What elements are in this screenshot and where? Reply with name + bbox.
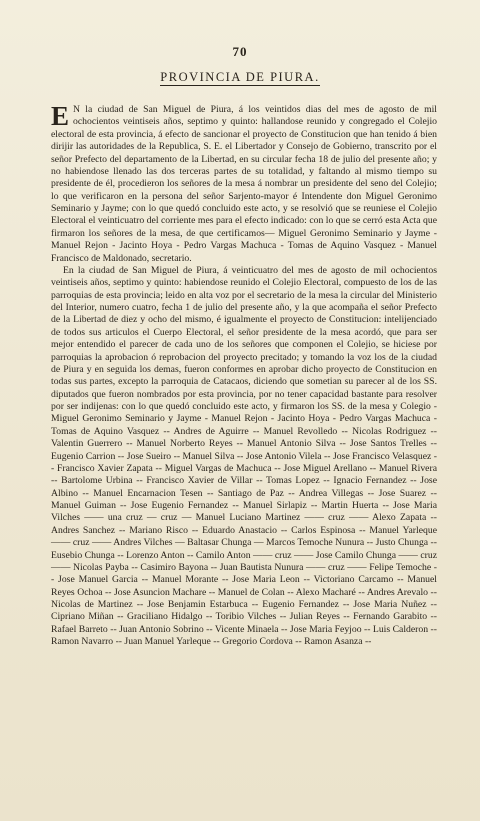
paragraph-1-text: N la ciudad de San Miguel de Piura, á los veintidos dias del mes de agosto de mil ochocientos veintiseis años, septimo y quinto: hallandose reunido y congregado el Colejio electoral de esta provincia, á efecto de sancionar el proyecto de Constitucion que han tenido á bien dirijir las autoridades de la Republica, S. E. el Libertador y Consejo de Gobierno, transcrito por el señor Prefecto del departamento de la Libertad, en su circular fecha 18 de julio del presente año; y no habiendose llenado las dos terceras partes de su totalidad, y faltando al mismo tiempo su presidente de él, procedieron los señores de la mesa á nombrar un presidente del seno del Colejio; lo que verificaron en la persona del señor Sarjento-mayor é Intendente don Miguel Geronimo Seminario y Jayme; con lo que quedó concluido este acto, y se resolvió que se reuniese el Colejio Electoral el veinticuatro del corriente mes para el efecto indicado: con lo que se cerró esta Acta que firmaron los señores de la mesa, de que certificamos— Miguel Geronimo Seminario y Jayme - Manuel Rejon - Jacinto Hoya - Pedro Vargas Machuca - Tomas de Aquino Vasquez - Manuel Francisco de Maldonado, secretario. xyxy=(51,104,437,264)
paragraph-1 xyxy=(51,101,437,265)
page-number: 70 xyxy=(232,44,248,59)
body-text xyxy=(51,101,437,649)
section-title xyxy=(0,70,480,85)
drop-cap: E xyxy=(51,101,70,131)
paragraph-2: En la ciudad de San Miguel de Piura, á veinticuatro del mes de agosto de mil ochocientos veintiseis años, septimo y quinto: habiendose reunido el Colejio Electoral, compuesto de los de las parroquias de esta provincia; leido en alta voz por el secretario de la mesa la circular del Ministerio del Interior, numero cuatro, fecha 1 de julio del presente año, y la que acompaña el señor Prefecto de la Libertad de diez y ocho del mismo, é igualmente el proyecto de Constitucion: intelijenciado de todos sus articulos el Cuerpo Electoral, el señor presidente de la mesa acordó, que para ser mejor entendido el parecer de cada uno de los señores que componen el Colejio, se hiciese por parroquias la aprobacion ó reprobacion del proyecto precitado; y tomando la voz los de la ciudad de Piura y en seguida los demas, fueron conformes en aprobar dicho proyecto de Constitucion en todas sus partes, excepto la parroquia de Catacaos, diciendo que sometian su parecer al de los SS. diputados que fueron nombrados por esta provincia, por no tener capacidad bastante para resolver por ser indijenas: con lo que quedó concluido este acto, y firmaron los SS. de la mesa y Colegio - Miguel Geronimo Seminario y Jayme - Manuel Rejon - Jacinto Hoya - Pedro Vargas Machuca - Tomas de Aquino Vasquez -- Andres de Aguirre -- Manuel Revolledo -- Nicolas Rodriguez -- Valentin Guerrero -- Manuel Norberto Reyes -- Manuel Antonio Silva -- Jose Santos Trelles -- Eugenio Carrion -- Jose Sueiro -- Manuel Silva -- Jose Antonio Vilela -- Jose Francisco Velasquez -- Francisco Xavier Zapata -- Miguel Vargas de Machuca -- Jose Miguel Arellano -- Manuel Rivera -- Bartolome Urbina -- Francisco Xavier de Villar -- Tomas Lopez -- Ignacio Fernandez -- Jose Albino -- Manuel Encarnacion Tesen -- Santiago de Paz -- Andrea Villegas -- Jose Suarez -- Manuel Guiman -- Jose Eugenio Fernandez -- Manuel Sirlapiz -- Martin Huerta -- Jose Maria Vilches —— una cruz — cruz — Manuel Luciano Martinez —— cruz —— Alexo Zapata -- Andres Sanchez -- Mariano Risco -- Eduardo Anastacio -- Carlos Espinosa -- Manuel Yarleque —— cruz —— Andres Vilches — Baltasar Chunga — Marcos Temoche Nunura -- Justo Chunga -- Eusebio Chunga -- Lorenzo Anton -- Camilo Anton —— cruz —— Jose Camilo Chunga —— cruz —— Nicolas Payba -- Casimiro Bayona -- Juan Bautista Nunura —— cruz —— Felipe Temoche -- Jose Manuel Garcia -- Manuel Morante -- Jose Maria Leon -- Victoriano Carcamo -- Manuel Reyes Ochoa -- Jose Asuncion Machare -- Manuel de Colan -- Alexo Macharé -- Andres Arevalo -- Nicolas de Martinez -- Jose Benjamin Estarbuca -- Eugenio Fernandez -- Jose Maria Nuñez -- Cipriano Miñan -- Graciliano Hidalgo -- Toribio Vilches -- Julian Reyes -- Fernando Garabito -- Rafael Barreto -- Juan Antonio Sobrino -- Vicente Minaela -- Jose Maria Feyjoo -- Luis Calderon -- Ramon Navarro -- Juan Manuel Yarleque -- Gregorio Cordova -- Ramon Asanza -- xyxy=(51,264,437,648)
section-title-text: PROVINCIA DE PIURA. xyxy=(160,70,320,84)
